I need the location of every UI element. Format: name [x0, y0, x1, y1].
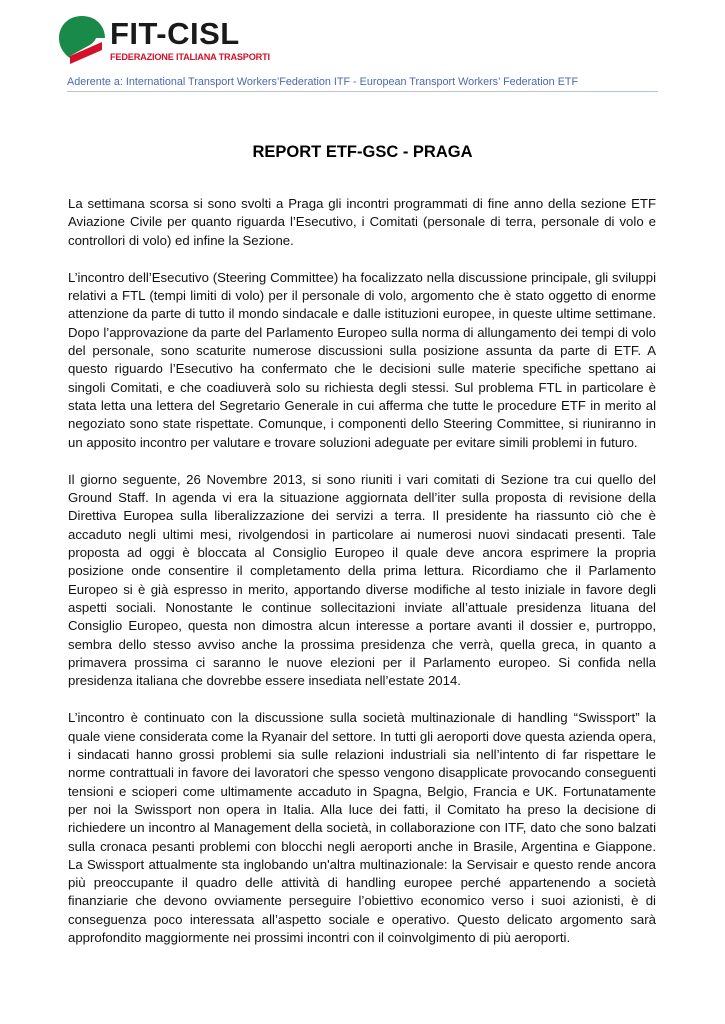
fit-cisl-logo: [58, 14, 270, 66]
logo-subtitle: FEDERAZIONE ITALIANA TRASPORTI: [110, 52, 270, 62]
report-body: [68, 195, 656, 966]
logo-name: FIT-CISL: [110, 16, 240, 51]
paragraph: Il giorno seguente, 26 Novembre 2013, si sono riuniti i vari comitati di Sezione tra cui quello del Ground Staff. In agenda vi era la situazione aggiornata dell’iter sulla proposta di revisione della Direttiva Europea sulla liberalizzazione dei servizi a terra. Il presidente ha riassunto ciò che è accaduto negli ultimi mesi, rivolgendosi in particolare ai numerosi nuovi sindacati presenti. Tale proposta ad oggi è bloccata al Consiglio Europeo il quale deve ancora esprimere la propria posizione onde consentire il completamento della prima lettura. Ricordiamo che il Parlamento Europeo si è già espresso in merito, apportando diverse modifiche al testo iniziale in favore degli aspetti sociali. Nonostante le continue sollecitazioni inviate all’attuale presidenza lituana del Consiglio Europeo, questa non dimostra alcun interesse a portare avanti il dossier e, purtroppo, sembra dello stesso avviso anche la prossima presidenza che verrà, quella greca, in quanto a primavera prossima ci saranno le nuove elezioni per il Parlamento europeo. Si confida nella presidenza italiana che dovrebbe essere insediata nell’estate 2014.: [68, 471, 656, 689]
page-title: REPORT ETF-GSC - PRAGA: [252, 143, 473, 161]
paragraph: La settimana scorsa si sono svolti a Praga gli incontri programmati di fine anno della sezione ETF Aviazione Civile per quanto riguarda l’Esecutivo, i Comitati (personale di terra, personale di volo e controllori di volo) ed infine la Sezione.: [68, 196, 656, 248]
header-divider: [67, 91, 658, 92]
paragraph: L’incontro è continuato con la discussione sulla società multinazionale di handling “Swissport” la quale viene considerata come la Ryanair del settore. In tutti gli aeroporti dove questa azienda opera, i sindacati hanno grossi problemi sia sulle relazioni industriali sia nell’intento di far rispettare le norme contrattuali in favore dei lavoratori che spesso vengono disapplicate provocando conseguenti tensioni e scioperi come ultimamente accaduto in Spagna, Belgio, Francia e UK. Fortunatamente per noi la Swissport non opera in Italia. Alla luce dei fatti, il Comitato ha preso la decisione di richiedere un incontro al Management della società, in collaborazione con ITF, dato che sono balzati sulla cronaca pesanti problemi con blocchi negli aeroporti anche in Brasile, Argentina e Giappone. La Swissport attualmente sta inglobando un'altra multinazionale: la Servisair e questo rende ancora più preoccupante il quadro delle attività di handling europee perché appartenendo a società finanziarie che devono ovviamente perseguire l’obiettivo economico verso i suoi azionisti, è di conseguenza poco interessata all’aspetto sociale e operativo. Questo delicato argomento sarà approfondito maggiormente nei prossimi incontri con il coinvolgimento di più aeroporti.: [68, 710, 656, 945]
paragraph: L’incontro dell’Esecutivo (Steering Committee) ha focalizzato nella discussione principale, gli sviluppi relativi a FTL (tempi limiti di volo) per il personale di volo, argomento che è stato oggetto di enorme attenzione da parte di tutto il mondo sindacale e dalle istituzioni europee, in queste ultime settimane. Dopo l’approvazione da parte del Parlamento Europeo sulla norma di allungamento dei tempi di volo del personale, sono scaturite numerose discussioni sulla posizione assunta da parte di ETF. A questo riguardo l’Esecutivo ha confermato che le decisioni sulle materie specifiche spettano ai singoli Comitati, e che coadiuverà solo su richiesta degli stessi. Sul problema FTL in particolare è stata letta una lettera del Segretario Generale in cui afferma che tutte le procedure ETF in merito al negoziato sono state rispettate. Comunque, i componenti dello Steering Committee, si riuniranno in un apposito incontro per valutare e trovare soluzioni adeguate per evitare simili problemi in futuro.: [68, 269, 656, 450]
cisl-green-red-flag-logo-icon: [58, 14, 106, 66]
affiliation-line: Aderente a: International Transport Workers’Federation ITF - European Transport Workers’ Federation ETF: [67, 76, 579, 88]
